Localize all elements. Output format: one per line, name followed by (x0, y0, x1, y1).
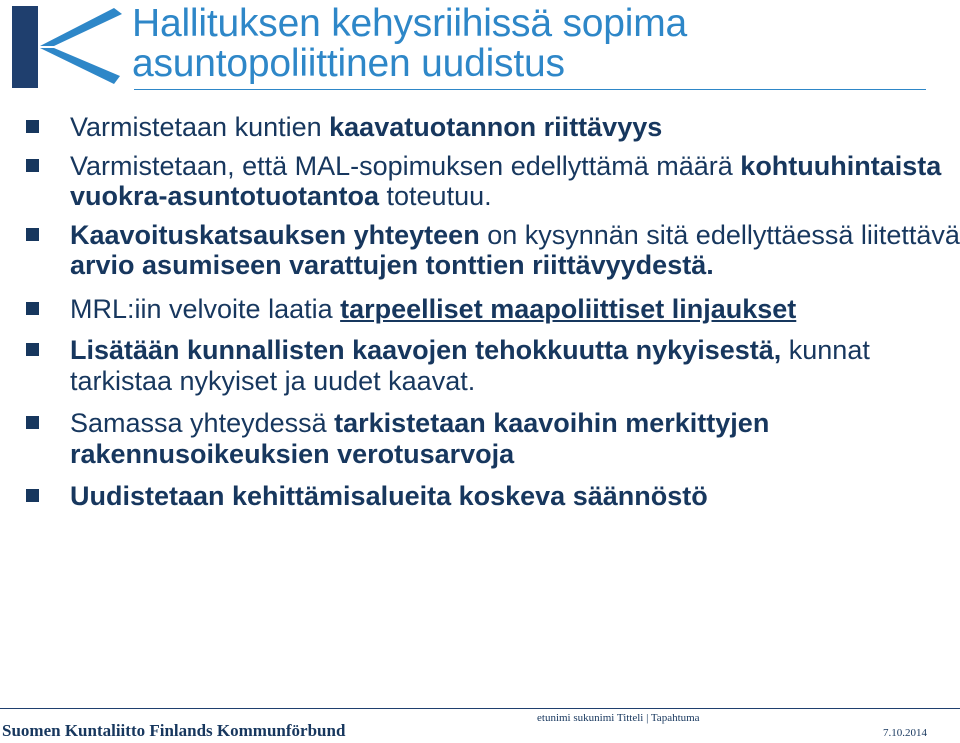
bullet-item-5 (26, 335, 960, 396)
bullet-item-1 (26, 112, 960, 143)
bullet-2-bold: kohtuuhintaista vuokra-asuntotuotantoa (70, 150, 942, 211)
square-bullet-icon (26, 120, 39, 133)
kuntaliitto-logo-icon (10, 6, 122, 88)
slide-title-line-1: Hallituksen kehysriihissä sopima (132, 2, 687, 45)
bullet-5-bold: Lisätään kunnallisten kaavojen tehokkuutta nykyisestä, (70, 335, 782, 365)
bullet-7-bold: Uudistetaan kehittämisalueita koskeva säännöstö (70, 481, 708, 511)
square-bullet-icon (26, 159, 39, 172)
bullet-2-text-end: toteutuu. (379, 181, 492, 211)
slide-title-line-2: asuntopoliittinen uudistus (132, 42, 565, 85)
slide-title (132, 4, 952, 84)
footer-meta: etunimi sukunimi Titteli | Tapahtuma (537, 712, 700, 724)
bullet-3-bold-end: arvio asumiseen varattujen tonttien riittävyydestä. (70, 250, 714, 280)
bullet-3-text: on kysynnän sitä edellyttäessä liitettävä (479, 219, 960, 250)
bullet-1-text: Varmistetaan kuntien (70, 112, 330, 142)
square-bullet-icon (26, 302, 39, 315)
title-divider (134, 89, 926, 90)
footer-divider (0, 708, 960, 709)
bullet-5-text: kunnat tarkistaa nykyiset ja uudet kaavat. (70, 335, 870, 396)
bullet-4-bold: tarpeelliset maapoliittiset linjaukset (340, 293, 797, 324)
bullet-item-6 (26, 408, 960, 469)
bullet-6-bold: tarkistetaan kaavoihin merkittyjen rakennusoikeuksien verotusarvoja (70, 408, 770, 469)
bullet-item-3 (26, 220, 960, 281)
bullet-4-text: MRL:iin velvoite laatia (70, 293, 341, 324)
square-bullet-icon (26, 416, 39, 429)
square-bullet-icon (26, 343, 39, 356)
square-bullet-icon (26, 228, 39, 241)
square-bullet-icon (26, 489, 39, 502)
bullet-item-7 (26, 481, 960, 512)
bullet-1-bold: kaavatuotannon riittävyys (329, 112, 663, 142)
bullet-item-2 (26, 151, 960, 212)
footer-organization: Suomen Kuntaliitto Finlands Kommunförbund (2, 721, 346, 740)
bullet-6-text: Samassa yhteydessä (70, 408, 335, 438)
bullet-3-bold: Kaavoituskatsauksen yhteyteen (70, 219, 480, 250)
bullet-list (26, 112, 960, 520)
bullet-2-text: Varmistetaan, että MAL-sopimuksen edellyttämä määrä (70, 150, 741, 181)
footer-date: 7.10.2014 (883, 727, 927, 739)
bullet-item-4 (26, 294, 960, 325)
